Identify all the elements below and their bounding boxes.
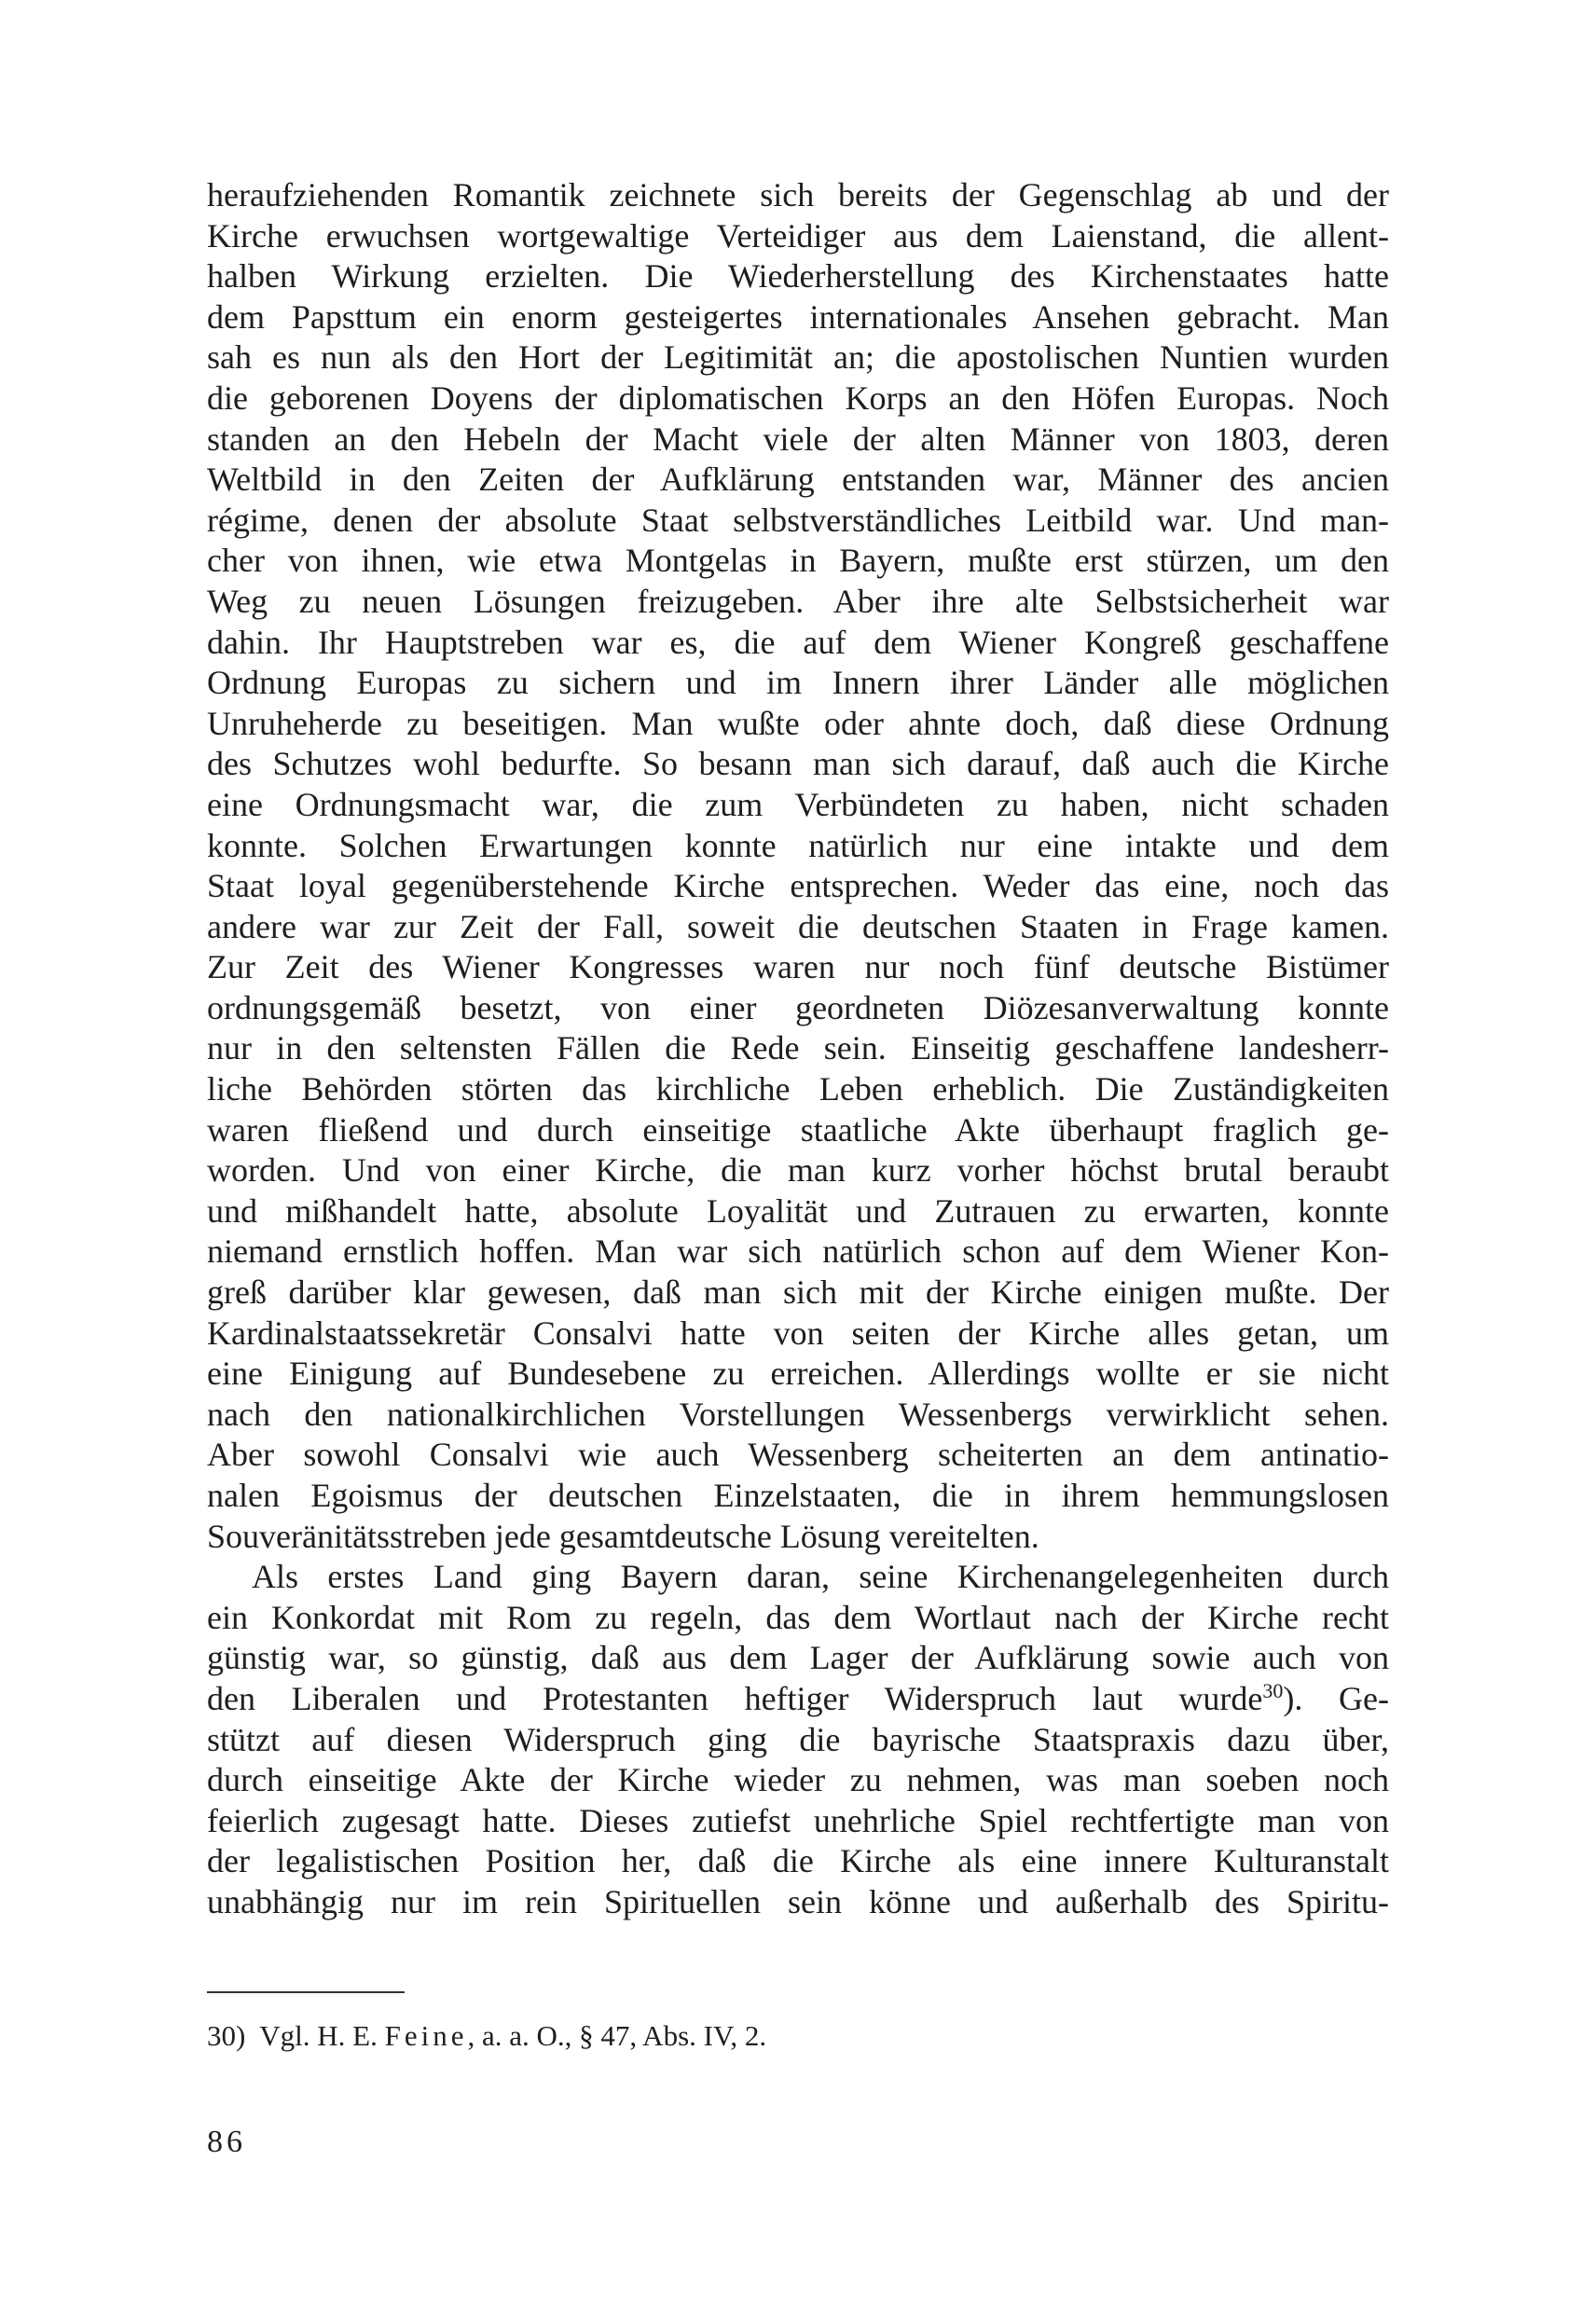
text-line: günstig war, so günstig, daß aus dem Lager der Aufklärung sowie auch von [207,1639,1389,1677]
page-number: 86 [207,2125,246,2159]
text-line: liche Behörden störten das kirchliche Leben erheblich. Die Zuständigkeiten [207,1070,1389,1108]
text-line: Ordnung Europas zu sichern und im Innern ihrer Länder alle möglichen [207,664,1389,702]
text-line: eine Einigung auf Bundesebene zu erreichen. Allerdings wollte er sie nicht [207,1355,1389,1393]
text-line: Weltbild in den Zeiten der Aufklärung entstanden war, Männer des ancien [207,461,1389,499]
footnote-number: 30) [207,2019,246,2052]
text-line: waren fließend und durch einseitige staatliche Akte überhaupt fraglich ge- [207,1110,1389,1149]
text-line: ordnungsgemäß besetzt, von einer geordneten Diözesanverwaltung konnte [207,988,1389,1026]
footnote [207,2017,766,2055]
text-line: ein Konkordat mit Rom zu regeln, das dem Wortlaut nach der Kirche recht [207,1598,1389,1636]
text-line: durch einseitige Akte der Kirche wieder zu nehmen, was man soeben noch [207,1761,1389,1799]
footnote-reference: 30 [1262,1678,1284,1702]
footnote-divider [207,1991,405,1993]
text-line: andere war zur Zeit der Fall, soweit die deutschen Staaten in Frage kamen. [207,907,1389,945]
text-line: Unruheherde zu beseitigen. Man wußte oder ahnte doch, daß diese Ordnung [207,704,1389,742]
text-line: heraufziehenden Romantik zeichnete sich bereits der Gegenschlag ab und der [207,176,1389,213]
body-text [207,175,1389,1923]
text-line: nur in den seltensten Fällen die Rede sein. Einseitig geschaffene landesherr- [207,1029,1389,1067]
text-line: dem Papsttum ein enorm gesteigertes internationales Ansehen gebracht. Man [207,297,1389,336]
text-line: cher von ihnen, wie etwa Montgelas in Bayern, mußte erst stürzen, um den [207,542,1389,580]
text-line: standen an den Hebeln der Macht viele der alten Männer von 1803, deren [207,420,1389,458]
text-line: Kardinalstaatssekretär Consalvi hatte von seiten der Kirche alles getan, um [207,1314,1389,1352]
footnote-author: Feine [384,2019,468,2052]
text-line: stützt auf diesen Widerspruch ging die bayrische Staatspraxis dazu über, [207,1720,1389,1758]
text-line-segment: ). Ge- [1283,1679,1389,1717]
text-line-segment: den Liberalen und Protestanten heftiger Widerspruch laut wurde [207,1679,1263,1717]
text-line: nach den nationalkirchlichen Vorstellungen Wessenbergs verwirklicht sehen. [207,1395,1389,1433]
text-line: Souveränitätsstreben jede gesamtdeutsche Lösung vereitelten. [207,1517,1039,1555]
text-line: unabhängig nur im rein Spirituellen sein könne und außerhalb des Spiritu- [207,1882,1389,1920]
footnote-text: Vgl. H. E. [259,2019,385,2052]
text-line: Zur Zeit des Wiener Kongresses waren nur noch fünf deutsche Bistümer [207,948,1389,986]
text-line: halben Wirkung erzielten. Die Wiederherstellung des Kirchenstaates hatte [207,257,1389,296]
text-line: Weg zu neuen Lösungen freizugeben. Aber ihre alte Selbstsicherheit war [207,582,1389,620]
footnote-text: , a. a. O., § 47, Abs. IV, 2. [467,2019,767,2052]
text-line: und mißhandelt hatte, absolute Loyalität und Zutrauen zu erwarten, konnte [207,1191,1389,1230]
text-line: feierlich zugesagt hatte. Dieses zutiefst unehrliche Spiel rechtfertigte man von [207,1801,1389,1839]
text-line-with-footnote-ref [207,1679,1389,1720]
text-line: des Schutzes wohl bedurfte. So besann man sich darauf, daß auch die Kirche [207,745,1389,783]
text-line: nalen Egoismus der deutschen Einzelstaaten, die in ihrem hemmungslosen [207,1477,1389,1514]
text-line: Als erstes Land ging Bayern daran, seine Kirchenangelegenheiten durch [252,1558,1389,1596]
text-line: der legalistischen Position her, daß die Kirche als eine innere Kulturanstalt [207,1842,1389,1880]
text-line: dahin. Ihr Hauptstreben war es, die auf dem Wiener Kongreß geschaffene [207,623,1389,661]
text-line: Aber sowohl Consalvi wie auch Wessenberg scheiterten an dem antinatio- [207,1436,1389,1474]
text-line: Kirche erwuchsen wortgewaltige Verteidiger aus dem Laienstand, die allent- [207,216,1389,255]
text-line: konnte. Solchen Erwartungen konnte natürlich nur eine intakte und dem [207,826,1389,864]
text-line: niemand ernstlich hoffen. Man war sich natürlich schon auf dem Wiener Kon- [207,1232,1389,1271]
text-line: régime, denen der absolute Staat selbstverständliches Leitbild war. Und man- [207,501,1389,539]
text-line: sah es nun als den Hort der Legitimität an; die apostolischen Nuntien wurden [207,338,1389,377]
text-line: die geborenen Doyens der diplomatischen Korps an den Höfen Europas. Noch [207,378,1389,417]
text-line: Staat loyal gegenüberstehende Kirche entsprechen. Weder das eine, noch das [207,867,1389,905]
text-line: eine Ordnungsmacht war, die zum Verbündeten zu haben, nicht schaden [207,785,1389,823]
text-line: worden. Und von einer Kirche, die man kurz vorher höchst brutal beraubt [207,1151,1389,1190]
text-line: greß darüber klar gewesen, daß man sich mit der Kirche einigen mußte. Der [207,1273,1389,1312]
